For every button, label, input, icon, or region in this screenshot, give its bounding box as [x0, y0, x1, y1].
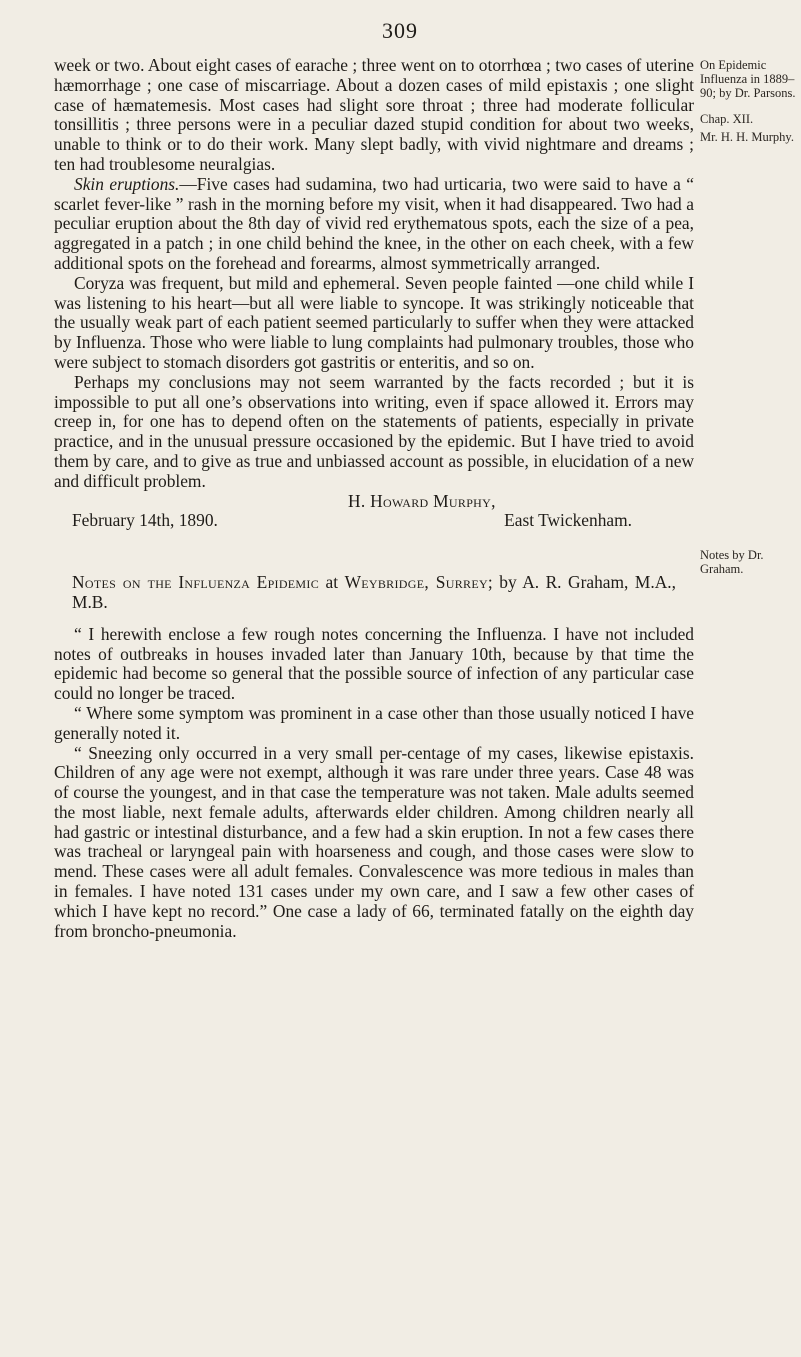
paragraph: week or two. About eight cases of earache ; three went on to otorrhœa ; two cases of uterine hæmorrhage ; one case of miscarriage. About a dozen cases of mild epistaxis ; one slight case of hæmatemesis. Most cases had slight sore throat ; three had moderate follicular tonsillitis ; three persons were in a peculiar dazed stupid condition for about two weeks, unable to think or to do their work. Many slept badly, with vivid nightmare and dreams ; ten had troublesome neuralgias.	[54, 55, 694, 174]
page-body	[54, 56, 694, 941]
signature-date: February 14th, 1890.	[72, 510, 218, 531]
signature-name: H. Howard Murphy,	[348, 490, 496, 511]
paragraph: Perhaps my conclusions may not seem warranted by the facts recorded ; but it is impossible to put all one’s observations into writing, even if space allowed it. Errors may creep in, for one has to depend often on the statements of patients, especially in private practice, and in the unusual pressure occasioned by the epidemic. But I have tried to avoid them by care, and to give as true and unbiassed account as possible, in elucidation of a new and difficult problem.	[54, 371, 694, 491]
sidenote-author: Mr. H. H. Murphy.	[700, 130, 794, 144]
notes-paragraph: “ Sneezing only occurred in a very small per-centage of my cases, likewise epistaxis. Children of any age were not exempt, although it was rare under three years. Case 48 was of course the youngest, and in that case the temperature was not taken. Male adults seemed the most liable, next female adults, afterwards elder children. Among children nearly all had gastric or intestinal disturbance, and a few had a skin eruption. In not a few cases there was tracheal or laryngeal pain with hoarseness and cough, and those cases were slow to mend. These cases were all adult females. Convalescence was more tedious in males than in females. I have noted 131 cases under my own care, and I saw a few other cases of which I have kept no record.” One case a lady of 66, terminated fatally on the eighth day from broncho-pneumonia.	[54, 742, 694, 941]
notes-heading: Notes on the Influenza Epidemic at Weybridge, Surrey; by A. R. Graham, M.A., M.B.	[72, 572, 676, 612]
notes-paragraph: “ Where some symptom was prominent in a case other than those usually noticed I have generally noted it.	[54, 702, 694, 743]
notes-paragraph: “ I herewith enclose a few rough notes concerning the Influenza. I have not included notes of outbreaks in houses invaded later than January 10th, because by that time the epidemic had become so general that the possible source of infection of any particular case could no longer be traced.	[54, 623, 694, 704]
skin-eruptions-heading: Skin eruptions.	[74, 173, 180, 194]
signature-place: East Twickenham.	[504, 510, 632, 531]
page-number: 309	[382, 18, 418, 43]
paragraph-text: Five cases had sudamina, two had urticaria, two were said to have a “ scarlet fever-like ” rash in the morning before my visit, when it had disappeared. Two had a peculiar eruption about the 8th day of vivid red erythematous spots, each the size of a pea, aggregated in a patch ; in one child behind the knee, in the other on each cheek, with a few additional spots on the forehead and forearms, almost symmetrically arranged.	[54, 173, 694, 273]
sidenote-notes-by: Notes by Dr. Graham.	[700, 548, 764, 576]
paragraph-skin: Skin eruptions.—Five cases had sudamina, two had urticaria, two were said to have a “ scarlet fever-like ” rash in the morning before my visit, when it had disappeared. Two had a peculiar eruption about the 8th day of vivid red erythematous spots, each the size of a pea, aggregated in a patch ; in one child behind the knee, in the other on each cheek, with a few additional spots on the forehead and forearms, almost symmetrically arranged.	[54, 173, 694, 273]
sidenote-epidemic: On Epidemic Influenza in 1889–90; by Dr. Parsons.	[700, 58, 796, 100]
sidenote-chapter: Chap. XII.	[700, 112, 754, 126]
sidenote-block	[700, 58, 798, 144]
signature-row	[54, 511, 694, 531]
paragraph: Coryza was frequent, but mild and ephemeral. Seven people fainted —one child while I was listening to his heart—but all were liable to syncope. It was strikingly noticeable that the usually weak part of each patient seemed particularly to suffer when they were attacked by Influenza. Those who were liable to lung complaints had pulmonary troubles, those who were subject to stomach disorders got gastritis or enteritis, and so on.	[54, 272, 694, 372]
